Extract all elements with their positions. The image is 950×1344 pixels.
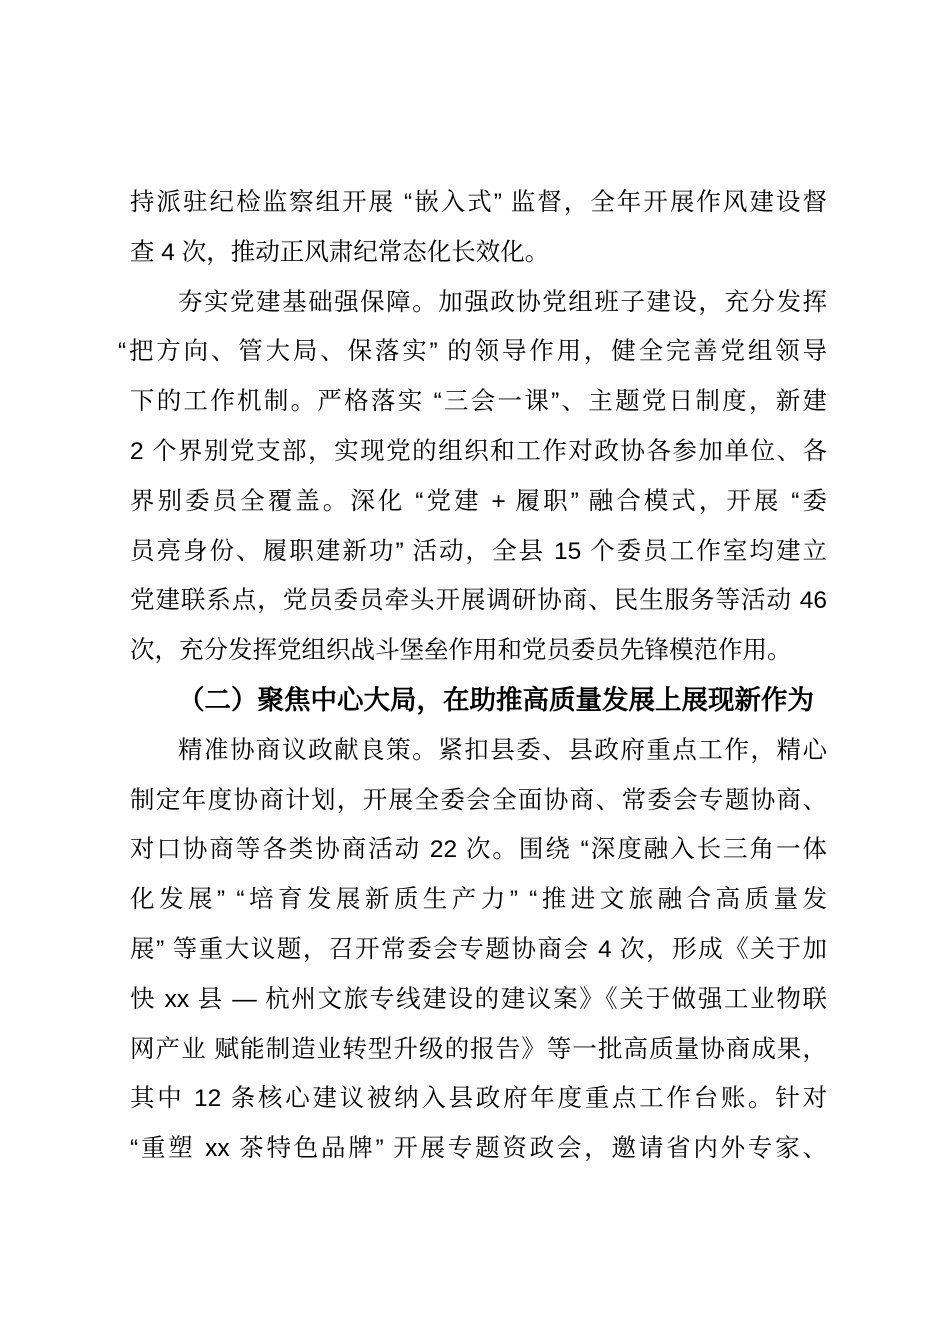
text-line: 化发展” “培育发展新质生产力” “推进文旅融合高质量发	[130, 886, 827, 914]
text-line: 夯实党建基础强保障。加强政协党组班子建设，充分发挥	[178, 288, 827, 316]
text-line: 次，充分发挥党组织战斗堡垒作用和党员委员先锋模范作用。	[130, 637, 792, 665]
text-line: 快 xx 县 — 杭州文旅专线建设的建议案》《关于做强工业物联	[130, 985, 827, 1013]
text-line: 员亮身份、履职建新功” 活动，全县 15 个委员工作室均建立	[130, 537, 827, 565]
text-line: 网产业 赋能制造业转型升级的报告》等一批高质量协商成果，	[130, 1035, 827, 1063]
text-line: 界别委员全覆盖。深化 “党建 + 履职” 融合模式，开展 “委	[130, 487, 827, 515]
text-line: 下的工作机制。严格落实 “三会一课”、主题党日制度，新建	[130, 388, 827, 416]
text-line: 持派驻纪检监察组开展 “嵌入式” 监督，全年开展作风建设督	[130, 189, 827, 216]
text-line: 展” 等重大议题，召开常委会专题协商会 4 次，形成《关于加	[130, 935, 827, 963]
text-line: “重塑 xx 茶特色品牌” 开展专题资政会，邀请省内外专家、	[130, 1135, 827, 1163]
text-line: 查 4 次，推动正风肃纪常态化长效化。	[130, 238, 550, 266]
text-line: 党建联系点，党员委员牵头开展调研协商、民生服务等活动 46	[130, 587, 827, 615]
text-line: “把方向、管大局、保落实” 的领导作用，健全完善党组领导	[118, 338, 827, 366]
text-line: 对口协商等各类协商活动 22 次。围绕 “深度融入长三角一体	[130, 836, 827, 864]
text-line: 精准协商议政献良策。紧扣县委、县政府重点工作，精心	[178, 736, 827, 764]
text-line: 其中 12 条核心建议被纳入县政府年度重点工作台账。针对	[130, 1085, 827, 1113]
text-line: 2 个界别党支部，实现党的组织和工作对政协各参加单位、各	[130, 437, 827, 465]
section-heading: （二）聚焦中心大局，在助推高质量发展上展现新作为	[178, 684, 814, 715]
document-text-block	[118, 178, 827, 1174]
text-line: 制定年度协商计划，开展全委会全面协商、常委会专题协商、	[130, 786, 827, 814]
